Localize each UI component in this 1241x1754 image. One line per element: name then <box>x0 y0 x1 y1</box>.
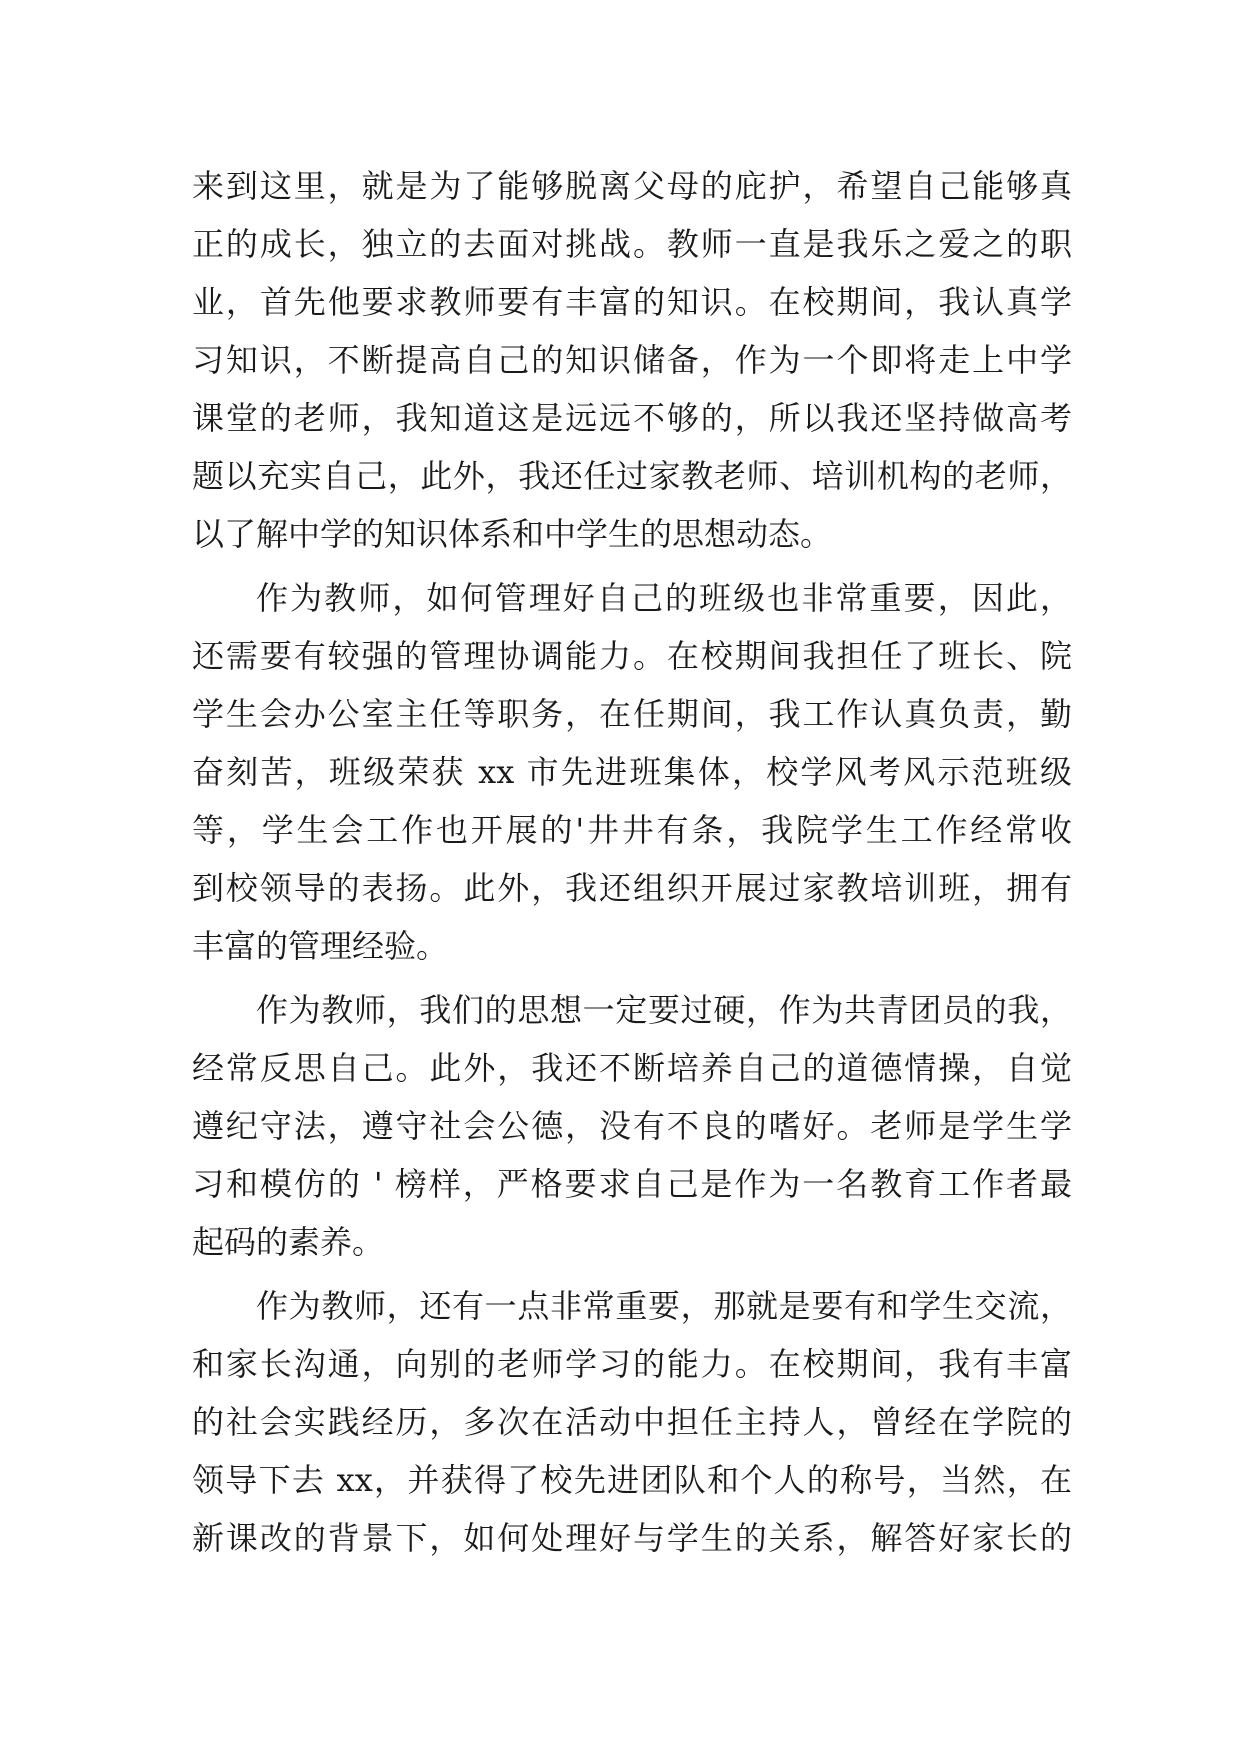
text-line: 和家长沟通，向别的老师学习的能力。在校期间，我有丰富 <box>192 1345 1072 1383</box>
text-line: 题以充实自己，此外，我还任过家教老师、培训机构的老师， <box>192 457 1072 495</box>
paragraph <box>192 1277 1072 1567</box>
text-line: 作为教师，还有一点非常重要，那就是要有和学生交流， <box>256 1287 1072 1325</box>
paragraph <box>192 157 1072 563</box>
text-line: 还需要有较强的管理协调能力。在校期间我担任了班长、院 <box>192 637 1072 675</box>
text-line: 来到这里，就是为了能够脱离父母的庇护，希望自己能够真 <box>192 167 1072 205</box>
text-line: 以了解中学的知识体系和中学生的思想动态。 <box>192 515 833 553</box>
text-line: 丰富的管理经验。 <box>192 927 449 965</box>
text-line: 习和模仿的 ' 榜样，严格要求自己是作为一名教育工作者最 <box>192 1165 1072 1203</box>
text-line: 奋刻苦，班级荣获 xx 市先进班集体，校学风考风示范班级 <box>192 753 1072 791</box>
text-line: 习知识，不断提高自己的知识储备，作为一个即将走上中学 <box>192 341 1072 379</box>
text-line: 学生会办公室主任等职务，在任期间，我工作认真负责，勤 <box>192 695 1072 733</box>
text-line: 遵纪守法，遵守社会公德，没有不良的嗜好。老师是学生学 <box>192 1107 1072 1145</box>
text-line: 起码的素养。 <box>192 1223 385 1261</box>
text-line: 经常反思自己。此外，我还不断培养自己的道德情操，自觉 <box>192 1049 1072 1087</box>
text-line: 的社会实践经历，多次在活动中担任主持人，曾经在学院的 <box>192 1403 1072 1441</box>
paragraph <box>192 981 1072 1271</box>
text-line: 作为教师，我们的思想一定要过硬，作为共青团员的我， <box>256 991 1072 1029</box>
body-text <box>192 157 1072 1567</box>
text-line: 课堂的老师，我知道这是远远不够的，所以我还坚持做高考 <box>192 399 1072 437</box>
text-line: 正的成长，独立的去面对挑战。教师一直是我乐之爱之的职 <box>192 225 1072 263</box>
text-line: 到校领导的表扬。此外，我还组织开展过家教培训班，拥有 <box>192 869 1072 907</box>
text-line: 业，首先他要求教师要有丰富的知识。在校期间，我认真学 <box>192 283 1072 321</box>
text-line: 等，学生会工作也开展的'井井有条，我院学生工作经常收 <box>192 811 1072 849</box>
text-line: 作为教师，如何管理好自己的班级也非常重要，因此， <box>256 579 1072 617</box>
text-line: 新课改的背景下，如何处理好与学生的关系，解答好家长的 <box>192 1519 1072 1557</box>
text-line: 领导下去 xx，并获得了校先进团队和个人的称号，当然，在 <box>192 1461 1072 1499</box>
paragraph <box>192 569 1072 975</box>
